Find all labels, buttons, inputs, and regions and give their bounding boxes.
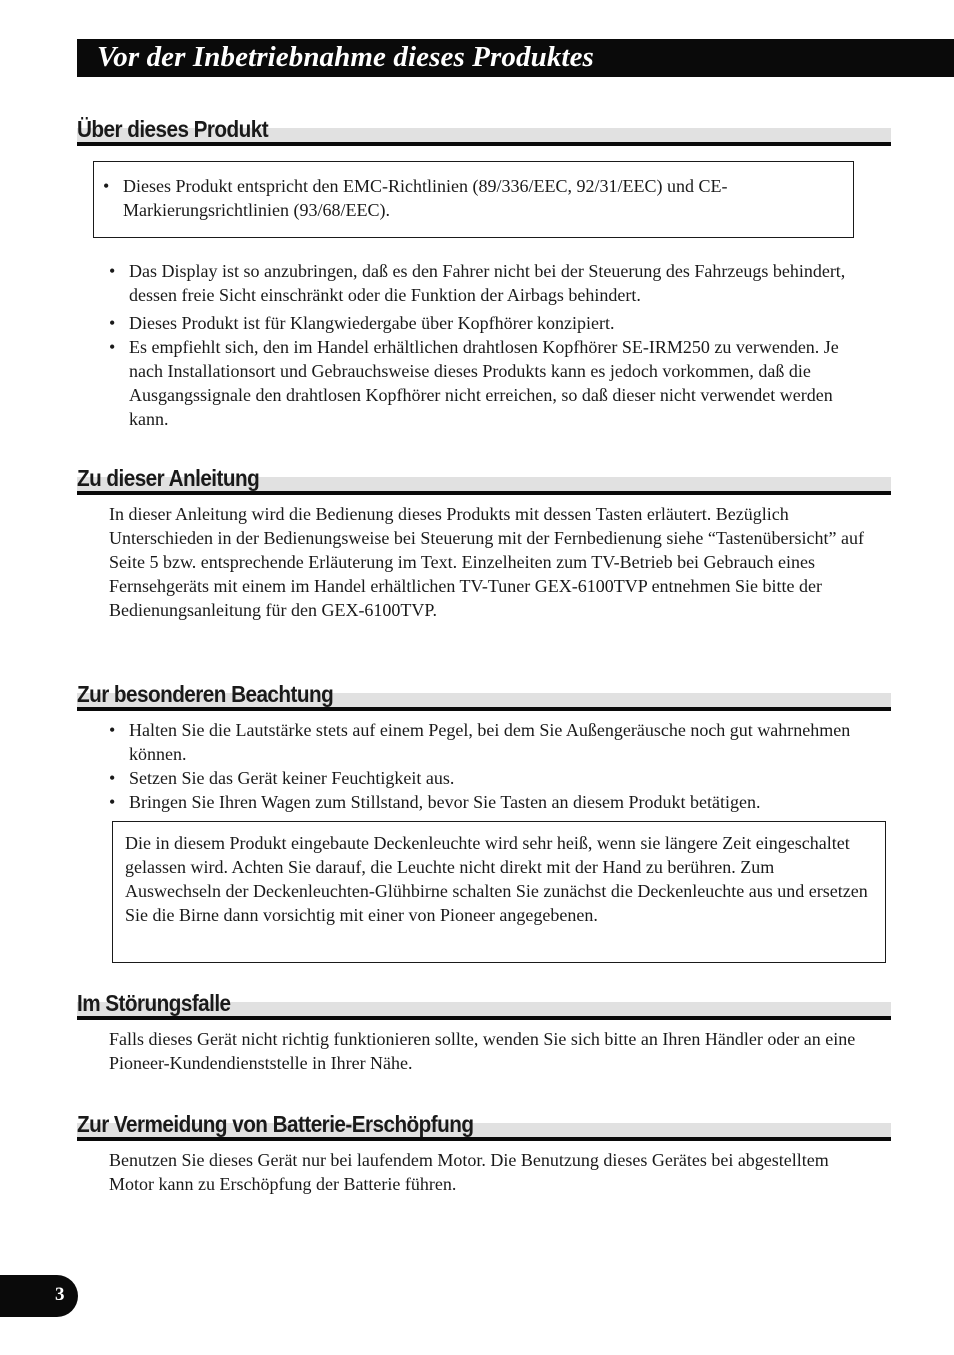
battery-paragraph: Benutzen Sie dieses Gerät nur bei laufendem Motor. Die Benutzung dieses Gerätes bei abgestelltem Motor kann zu Erschöpfung der Batterie führen. xyxy=(109,1150,829,1194)
list-item: • Bringen Sie Ihren Wagen zum Stillstand, bevor Sie Tasten an diesem Produkt betätigen. xyxy=(109,790,869,814)
list-item: • Es empfiehlt sich, den im Handel erhältlichen drahtlosen Kopfhörer SE-IRM250 zu verwenden. Je nach Installationsort und Gebrauchsweise dieses Produkts kann es jedoch vorkommen, daß die Ausgangssignale den drahtlosen Kopfhörer nicht erreichen, so daß dieser nicht verwendet werden kann. xyxy=(109,335,869,431)
trouble-paragraph: Falls dieses Gerät nicht richtig funktionieren sollte, wenden Sie sich bitte an Ihren Händler oder an eine Pioneer-Kundendienststelle in Ihrer Nähe. xyxy=(109,1029,856,1073)
section-heading: Im Störungsfalle xyxy=(77,990,231,1016)
page-title: Vor der Inbetriebnahme dieses Produktes xyxy=(97,41,594,73)
page-number-tab xyxy=(0,1275,78,1317)
page-number: 3 xyxy=(55,1284,65,1305)
section-special-notes-heading xyxy=(77,677,891,711)
compliance-notice-box xyxy=(93,161,854,238)
section-heading: Über dieses Produkt xyxy=(77,116,269,142)
lamp-warning-box xyxy=(112,821,886,963)
section-heading: Zu dieser Anleitung xyxy=(77,465,260,491)
list-item: • Dieses Produkt entspricht den EMC-Richtlinien (89/336/EEC, 92/31/EEC) und CE-Markierungsrichtlinien (93/68/EEC). xyxy=(103,174,843,222)
list-item: • Das Display ist so anzubringen, daß es den Fahrer nicht bei der Steuerung des Fahrzeugs behindert, dessen freie Sicht einschränkt oder die Funktion der Airbags behindert. xyxy=(109,259,869,307)
section-heading: Zur Vermeidung von Batterie-Erschöpfung xyxy=(77,1111,474,1137)
special-notes-list xyxy=(109,718,869,814)
list-item: • Dieses Produkt ist für Klangwiedergabe über Kopfhörer konzipiert. xyxy=(109,311,869,335)
section-heading: Zur besonderen Beachtung xyxy=(77,681,334,707)
section-about-manual-heading xyxy=(77,461,891,495)
list-item: • Setzen Sie das Gerät keiner Feuchtigkeit aus. xyxy=(109,766,869,790)
page-header-bar xyxy=(77,39,954,77)
warning-text: Die in diesem Produkt eingebaute Deckenleuchte wird sehr heiß, wenn sie längere Zeit eingeschaltet gelassen wird. Achten Sie darauf, die Leuchte nicht direkt mit der Hand zu berühren. Zum Auswechseln der Deckenleuchten-Glühbirne schalten Sie zunächst die Deckenleuchte aus und ersetzen Sie die Birne dann vorsichtig mit einer von Pioneer angegebenen. xyxy=(125,833,868,925)
section-about-product-heading xyxy=(77,112,891,146)
about-product-list xyxy=(109,259,869,431)
list-item: • Halten Sie die Lautstärke stets auf einem Pegel, bei dem Sie Außengeräusche noch gut wahrnehmen können. xyxy=(109,718,869,766)
section-trouble-heading xyxy=(77,986,891,1020)
about-manual-paragraph: In dieser Anleitung wird die Bedienung dieses Produkts mit dessen Tasten erläutert. Bezüglich Unterschieden in der Bedienungsweise bei Steuerung mit der Fernbedienung siehe “Tastenübersicht” auf Seite 5 bzw. entsprechende Erläuterung im Text. Einzelheiten zum TV-Betrieb bei Gebrauch eines Fernsehgeräts mit einem im Handel erhältlichen TV-Tuner GEX-6100TVP entnehmen Sie bitte der Bedienungsanleitung für den GEX-6100TVP. xyxy=(109,504,864,620)
section-battery-heading xyxy=(77,1107,891,1141)
